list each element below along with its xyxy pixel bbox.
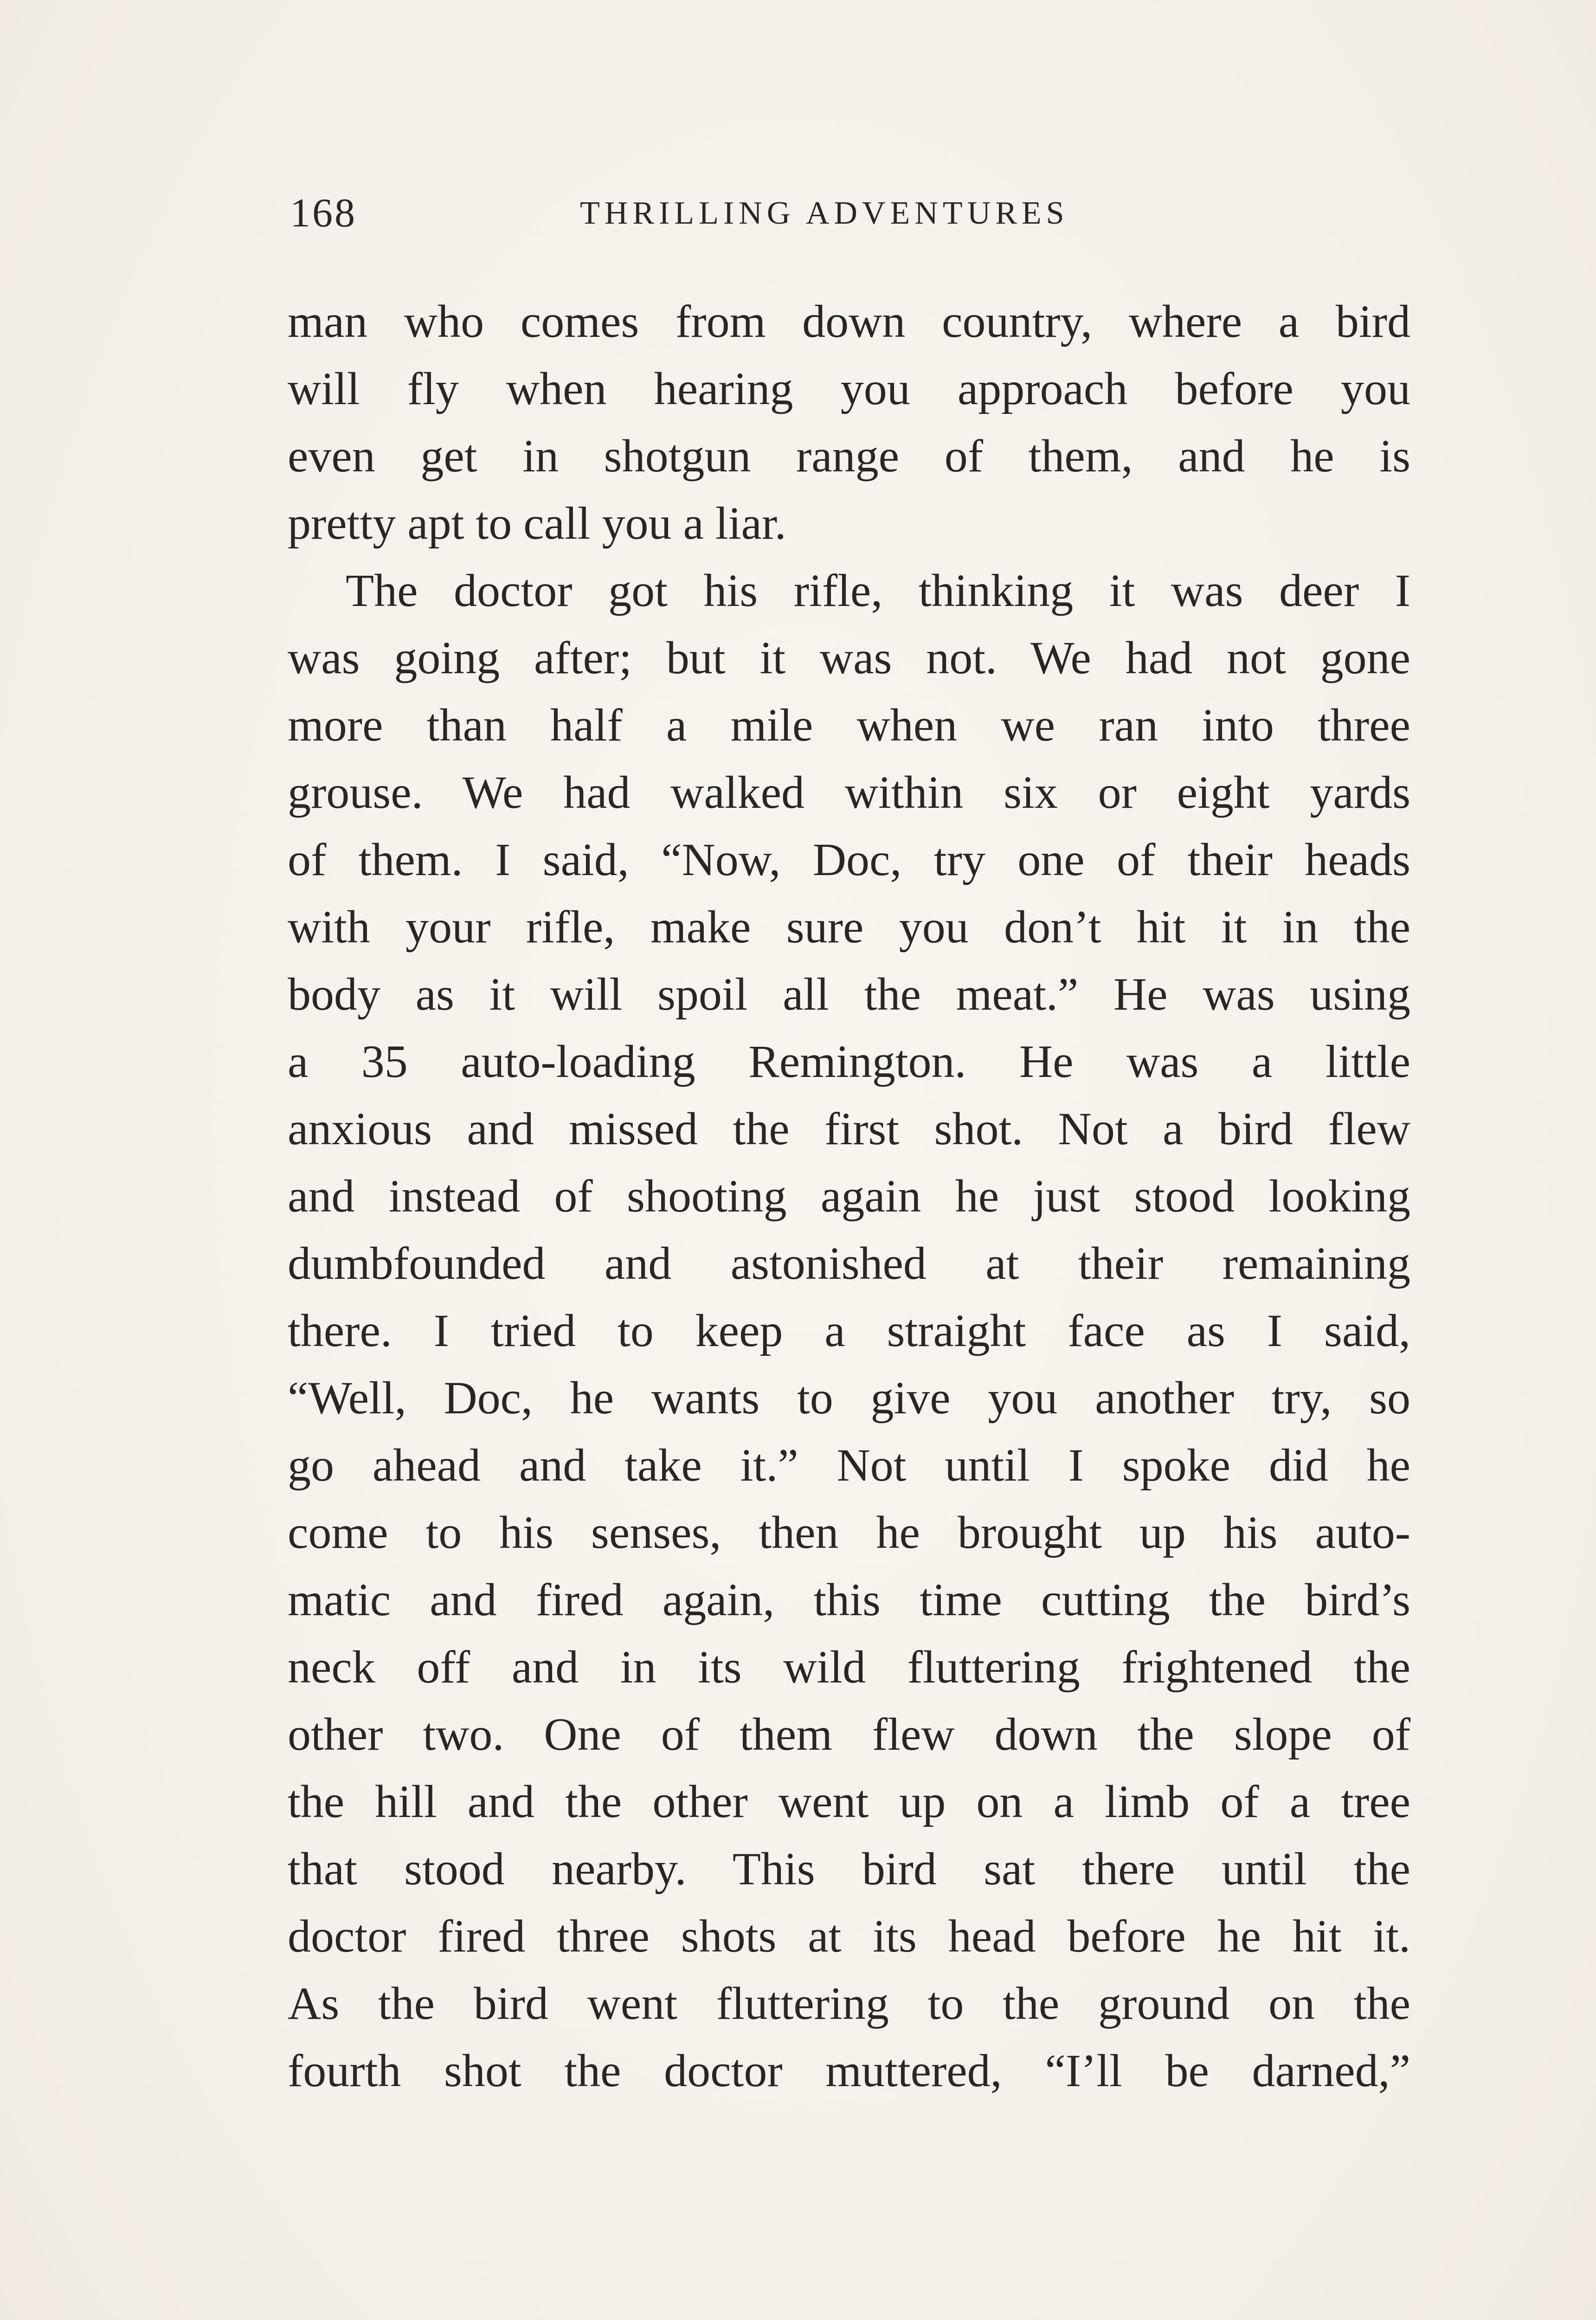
text-line: doctor fired three shots at its head before he hit it. [288,1910,1410,1962]
text-line: body as it will spoil all the meat.” He was using [288,968,1410,1020]
running-title: THRILLING ADVENTURES [580,195,1069,231]
text-line: The doctor got his rifle, thinking it was deer I [346,565,1410,616]
text-line: pretty apt to call you a liar. [288,497,786,549]
text-line: that stood nearby. This bird sat there until the [288,1843,1410,1895]
text-line: more than half a mile when we ran into three [288,699,1410,751]
text-line: there. I tried to keep a straight face as I said, [288,1305,1410,1356]
text-line: of them. I said, “Now, Doc, try one of their heads [288,834,1410,885]
text-line: grouse. We had walked within six or eight yards [288,767,1410,818]
page-number: 168 [290,191,357,236]
text-line: man who comes from down country, where a bird [288,296,1410,347]
text-line: dumbfounded and astonished at their remaining [288,1237,1410,1289]
text-line: other two. One of them flew down the slope of [288,1708,1410,1760]
text-line: come to his senses, then he brought up his auto- [288,1507,1410,1558]
text-line: will fly when hearing you approach before you [288,363,1410,414]
text-line: a 35 auto-loading Remington. He was a little [288,1036,1410,1087]
text-line: even get in shotgun range of them, and he is [288,430,1410,482]
text-line: matic and fired again, this time cutting the bird’s [288,1574,1410,1625]
text-line: with your rifle, make sure you don’t hit it in the [288,901,1410,953]
running-head [290,186,1410,241]
text-line: As the bird went fluttering to the ground on the [288,1978,1410,2029]
text-line: neck off and in its wild fluttering frightened the [288,1641,1410,1693]
text-line: fourth shot the doctor muttered, “I’ll be darned,” [288,2045,1410,2096]
text-line: and instead of shooting again he just stood looking [288,1170,1410,1222]
text-line: was going after; but it was not. We had not gone [288,632,1410,683]
text-line: anxious and missed the first shot. Not a bird flew [288,1103,1410,1154]
text-line: the hill and the other went up on a limb of a tree [288,1776,1410,1827]
text-line: go ahead and take it.” Not until I spoke did he [288,1439,1410,1491]
text-line: “Well, Doc, he wants to give you another try, so [288,1372,1410,1424]
body-text [288,288,1410,2104]
